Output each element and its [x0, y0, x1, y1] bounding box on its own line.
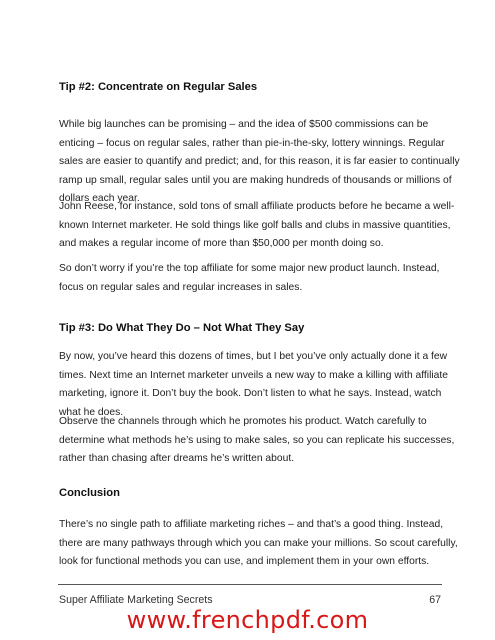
section-heading-tip-3: Tip #3: Do What They Do – Not What They Say	[59, 322, 305, 334]
paragraph: There’s no single path to affiliate marketing riches – and that’s a good thing. Instead, there are many pathways through which you can make your millions. So scout carefully, look for functional methods you can use, and implement them in your own efforts.	[59, 519, 458, 567]
section-heading-tip-2: Tip #2: Concentrate on Regular Sales	[59, 81, 258, 93]
section-heading-conclusion: Conclusion	[59, 487, 120, 499]
paragraph: So don’t worry if you’re the top affiliate for some major new product launch. Instead, focus on regular sales and regular increases in sales.	[59, 263, 440, 293]
paragraph: John Reese, for instance, sold tons of small affiliate products before he became a well- known Internet marketer. He sold things like golf balls and clubs in massive quantities, and makes a regular income of more than $50,000 per month doing so.	[59, 201, 455, 249]
footer-title: Super Affiliate Marketing Secrets	[59, 594, 213, 606]
watermark-link[interactable]: www.frenchpdf.com	[126, 606, 369, 634]
page-number: 67	[429, 594, 441, 606]
footer-divider	[58, 584, 442, 585]
paragraph: While big launches can be promising – and the idea of $500 commissions can be enticing – focus on regular sales, rather than pie-in-the-sky, lottery winnings. Regular sales are easier to quantify and predict; and, for this reason, it is far easier to continually ramp up small, regular sales until you are making hundreds of thousands or millions of dollars each year.	[59, 119, 460, 204]
paragraph: By now, you’ve heard this dozens of times, but I bet you’ve only actually done it a few times. Next time an Internet marketer unveils a new way to make a killing with affiliate marketing, ignore it. Don’t buy the book. Don’t listen to what he says. Instead, watch what he does.	[59, 351, 448, 418]
paragraph: Observe the channels through which he promotes his product. Watch carefully to determine what methods he’s using to make sales, so you can replicate his successes, rather than chasing after dreams he’s written about.	[59, 416, 455, 464]
